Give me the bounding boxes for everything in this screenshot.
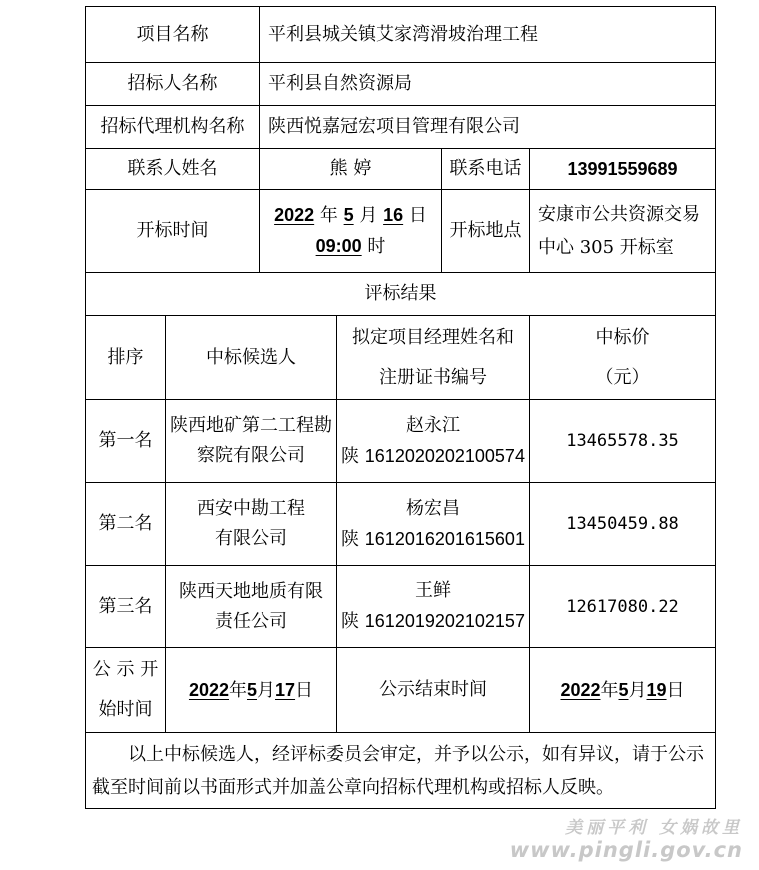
opening-year: 2022 <box>274 205 315 225</box>
year-char: 年 <box>229 679 247 701</box>
opening-row <box>86 190 716 273</box>
cert-prefix: 陕 <box>341 528 360 550</box>
header-rank: 排序 <box>86 316 166 400</box>
day-char: 日 <box>408 205 427 226</box>
watermark-url: www.pingli.gov.cn <box>509 838 743 862</box>
contact-name: 熊 婷 <box>260 149 442 190</box>
opening-time-label: 开标时间 <box>86 190 260 273</box>
opening-day: 16 <box>383 205 404 225</box>
header-manager-line1: 拟定项目经理姓名和 <box>352 326 514 348</box>
contact-row <box>86 149 716 190</box>
year-char: 年 <box>600 679 619 701</box>
agency-label: 招标代理机构名称 <box>86 106 260 149</box>
manager-name: 赵永江 <box>406 414 460 436</box>
manager-cell <box>337 483 530 566</box>
candidate-cell <box>166 400 337 483</box>
manager-cert <box>341 441 525 472</box>
cert-prefix: 陕 <box>341 445 360 467</box>
header-manager <box>337 316 530 400</box>
cert-number: 1612020202100574 <box>364 445 525 466</box>
agency-value: 陕西悦嘉冠宏项目管理有限公司 <box>260 106 716 149</box>
publicity-row <box>86 648 716 733</box>
opening-time-value <box>260 190 442 273</box>
price-cell: 13465578.35 <box>530 400 716 483</box>
tenderer-label: 招标人名称 <box>86 63 260 106</box>
bid-result-document <box>85 6 716 809</box>
month-char: 月 <box>257 679 276 701</box>
tenderer-value: 平利县自然资源局 <box>260 63 716 106</box>
year-char: 年 <box>319 205 338 226</box>
candidate-line1: 西安中勘工程 <box>197 498 305 519</box>
manager-name: 杨宏昌 <box>406 497 460 519</box>
rank-cell: 第三名 <box>86 566 166 648</box>
project-label: 项目名称 <box>86 7 260 63</box>
manager-cert <box>341 606 525 637</box>
manager-cert <box>341 524 525 555</box>
opening-date <box>264 200 437 231</box>
candidate-cell <box>166 483 337 566</box>
opening-clock <box>264 231 437 262</box>
opening-hour: 09:00 <box>315 236 362 256</box>
publicity-start-label <box>86 648 166 733</box>
day-char: 日 <box>666 679 685 701</box>
candidate-line1: 陕西天地地质有限 <box>179 580 323 602</box>
bid-result-table <box>85 6 716 809</box>
project-value: 平利县城关镇艾家湾滑坡治理工程 <box>260 7 716 63</box>
start-year: 2022 <box>188 679 229 700</box>
publicity-end-date <box>530 648 716 733</box>
month-char: 月 <box>628 679 647 701</box>
cert-prefix: 陕 <box>341 611 360 632</box>
notice-row <box>86 733 716 809</box>
header-price-line2: （元） <box>595 366 650 388</box>
manager-cell <box>337 566 530 648</box>
site-watermark <box>510 813 743 862</box>
end-day: 19 <box>646 679 667 700</box>
opening-place-label: 开标地点 <box>442 190 530 273</box>
cert-number: 1612019202102157 <box>364 611 525 631</box>
candidate-line1: 陕西地矿第二工程勘 <box>170 415 332 436</box>
contact-phone-label: 联系电话 <box>442 149 530 190</box>
month-char: 月 <box>359 205 378 226</box>
watermark-slogan: 美丽平利 女娲故里 <box>565 818 743 838</box>
publicity-start-label-line2: 始时间 <box>98 699 153 720</box>
candidate-line2: 责任公司 <box>215 610 287 632</box>
start-month: 5 <box>247 679 258 700</box>
end-month: 5 <box>618 679 629 700</box>
header-price <box>530 316 716 400</box>
candidate-line2: 有限公司 <box>215 528 287 549</box>
notice-text: 以上中标候选人，经评标委员会审定，并予以公示，如有异议，请于公示截至时间前以书面形式并加盖公章向招标代理机构或招标人反映。 <box>86 733 716 809</box>
candidate-cell <box>166 566 337 648</box>
contact-name-label: 联系人姓名 <box>86 149 260 190</box>
start-day: 17 <box>275 679 296 700</box>
project-row <box>86 7 716 63</box>
manager-cell <box>337 400 530 483</box>
results-title-row <box>86 273 716 316</box>
header-price-line1: 中标价 <box>595 326 650 348</box>
candidate-line2: 察院有限公司 <box>197 445 305 466</box>
hour-char: 时 <box>367 236 386 257</box>
tenderer-row <box>86 63 716 106</box>
publicity-start-date <box>166 648 337 733</box>
rank-cell: 第一名 <box>86 400 166 483</box>
rank-cell: 第二名 <box>86 483 166 566</box>
publicity-start-label-line1: 公 示 开 <box>92 659 159 680</box>
results-title: 评标结果 <box>86 273 716 316</box>
result-row <box>86 566 716 648</box>
end-year: 2022 <box>560 679 601 700</box>
manager-name: 王鲜 <box>415 580 451 601</box>
results-header-row <box>86 316 716 400</box>
opening-place: 安康市公共资源交易中心 305 开标室 <box>530 190 716 273</box>
header-candidate: 中标候选人 <box>166 316 337 400</box>
price-cell: 13450459.88 <box>530 483 716 566</box>
day-char: 日 <box>295 679 314 701</box>
header-manager-line2: 注册证书编号 <box>379 366 487 388</box>
contact-phone: 13991559689 <box>530 149 716 190</box>
result-row <box>86 400 716 483</box>
price-cell: 12617080.22 <box>530 566 716 648</box>
publicity-end-label: 公示结束时间 <box>337 648 530 733</box>
opening-month: 5 <box>343 205 354 225</box>
result-row <box>86 483 716 566</box>
cert-number: 1612016201615601 <box>364 528 525 549</box>
agency-row <box>86 106 716 149</box>
